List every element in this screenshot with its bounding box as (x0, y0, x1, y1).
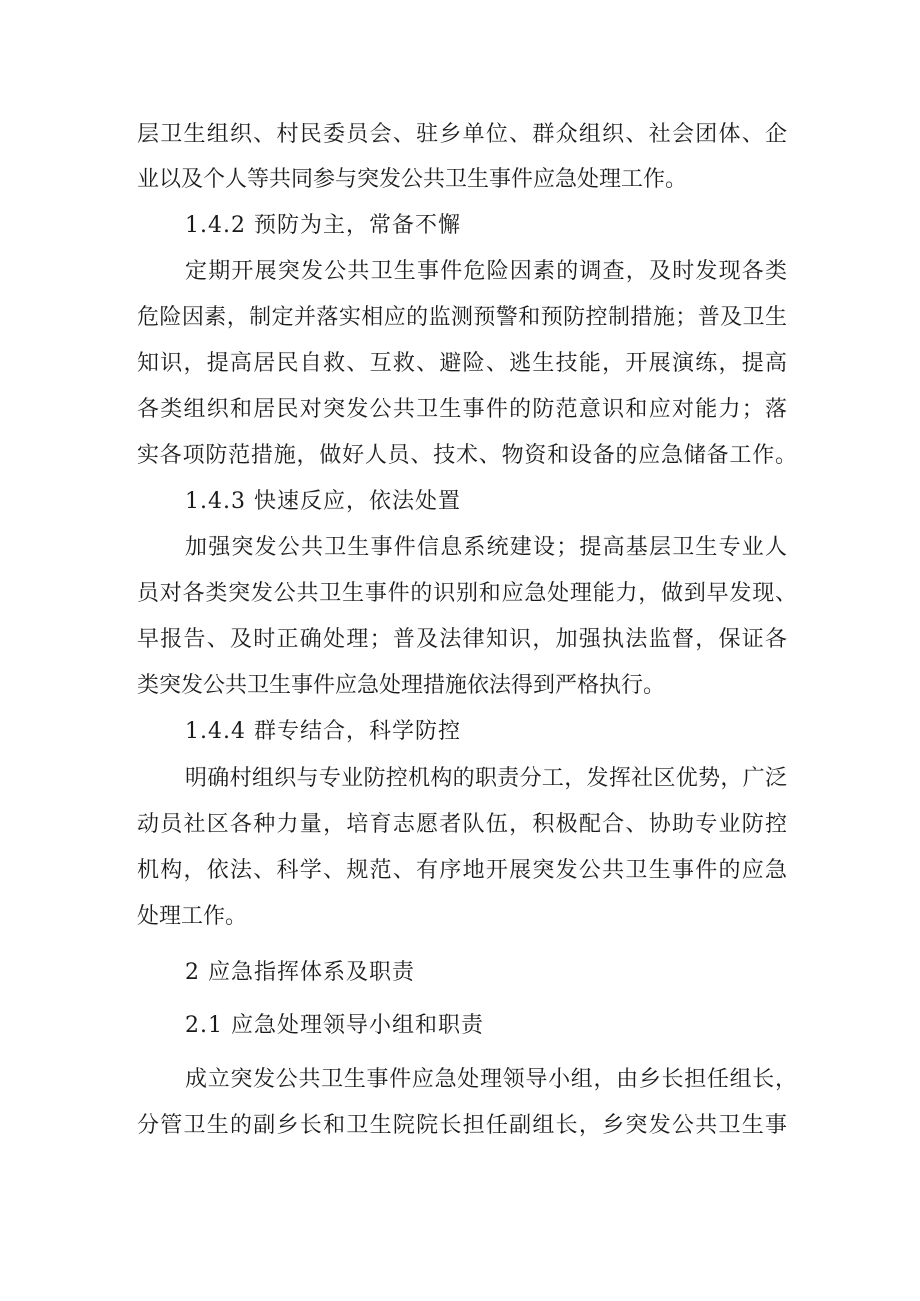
paragraph-line: 处理工作。 (137, 904, 248, 929)
paragraph-line: 业以及个人等共同参与突发公共卫生事件应急处理工作。 (137, 167, 688, 192)
section-heading-2: 2 应急指挥体系及职责 (185, 960, 415, 985)
paragraph-line: 类突发公共卫生事件应急处理措施依法得到严格执行。 (137, 673, 666, 698)
paragraph-line: 成立突发公共卫生事件应急处理领导小组，由乡长担任组长， (185, 1067, 797, 1092)
section-heading-1-4-4: 1.4.4 群专结合，科学防控 (185, 719, 461, 744)
paragraph-line: 定期开展突发公共卫生事件危险因素的调查，及时发现各类 (185, 259, 787, 284)
paragraph-line: 危险因素，制定并落实相应的监测预警和预防控制措施；普及卫生 (137, 305, 787, 330)
paragraph-line: 加强突发公共卫生事件信息系统建设；提高基层卫生专业人 (185, 535, 787, 560)
paragraph-line: 动员社区各种力量，培育志愿者队伍，积极配合、协助专业防控 (137, 812, 787, 837)
paragraph-line: 各类组织和居民对突发公共卫生事件的防范意识和应对能力；落 (137, 397, 787, 422)
section-heading-2-1: 2.1 应急处理领导小组和职责 (185, 1013, 484, 1038)
paragraph-line: 明确村组织与专业防控机构的职责分工，发挥社区优势，广泛 (185, 766, 787, 791)
paragraph-line: 员对各类突发公共卫生事件的识别和应急处理能力，做到早发现、 (137, 581, 797, 606)
paragraph-line: 早报告、及时正确处理；普及法律知识，加强执法监督，保证各 (137, 627, 787, 652)
paragraph-line: 分管卫生的副乡长和卫生院院长担任副组长，乡突发公共卫生事 (137, 1113, 787, 1138)
paragraph-line: 实各项防范措施，做好人员、技术、物资和设备的应急储备工作。 (137, 443, 797, 468)
paragraph-line: 知识，提高居民自救、互救、避险、逃生技能，开展演练，提高 (137, 351, 787, 376)
section-heading-1-4-3: 1.4.3 快速反应，依法处置 (185, 489, 461, 514)
paragraph-line: 机构，依法、科学、规范、有序地开展突发公共卫生事件的应急 (137, 858, 787, 883)
section-heading-1-4-2: 1.4.2 预防为主，常备不懈 (185, 213, 461, 238)
paragraph-line: 层卫生组织、村民委员会、驻乡单位、群众组织、社会团体、企 (137, 122, 787, 147)
